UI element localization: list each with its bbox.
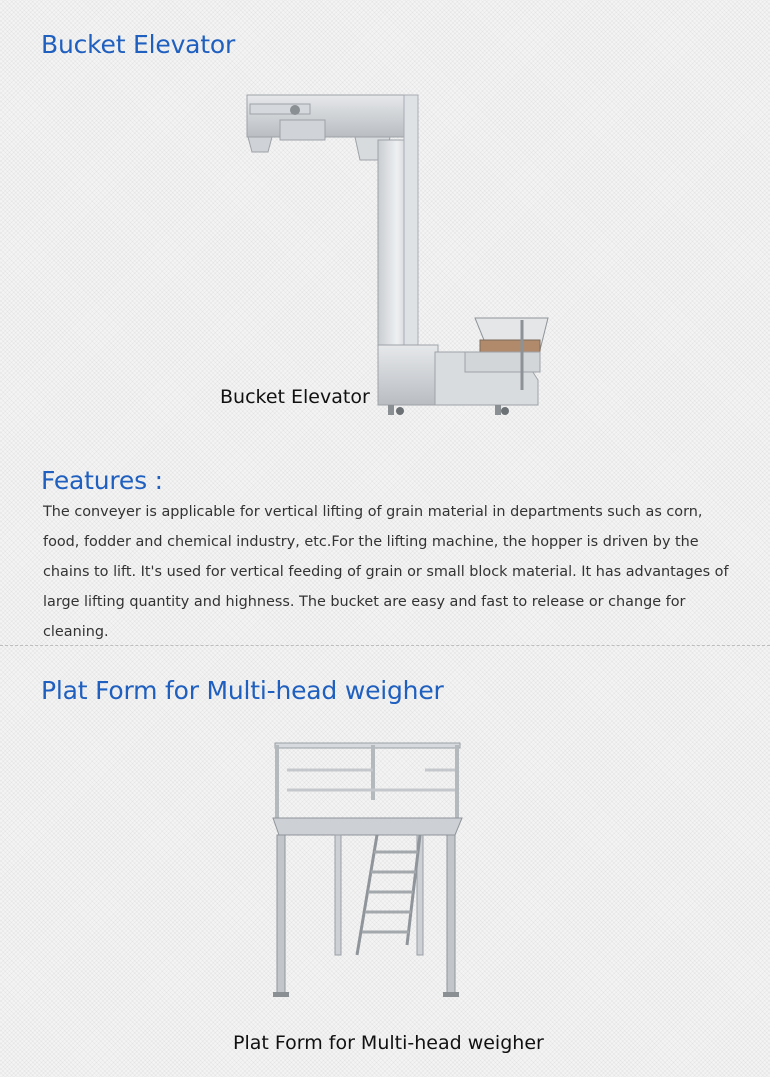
- plat-form-image: [265, 740, 470, 1005]
- plat-form-caption: Plat Form for Multi-head weigher: [233, 1032, 544, 1054]
- section-divider: [0, 645, 770, 646]
- section-title-bucket-elevator: Bucket Elevator: [41, 30, 236, 59]
- bucket-elevator-caption: Bucket Elevator: [220, 386, 370, 408]
- section-title-plat-form: Plat Form for Multi-head weigher: [41, 676, 444, 705]
- features-paragraph: The conveyer is applicable for vertical lifting of grain material in departments such as corn, food, fodder and chemical industry, etc.For the lifting machine, the hopper is driven by the chains to lift. It's used for vertical feeding of grain or small block material. It has advantages of large lifting quantity and highness. The bucket are easy and fast to release or change for cleaning.: [43, 504, 729, 640]
- bucket-elevator-image: [240, 90, 560, 420]
- features-heading: Features :: [41, 466, 163, 495]
